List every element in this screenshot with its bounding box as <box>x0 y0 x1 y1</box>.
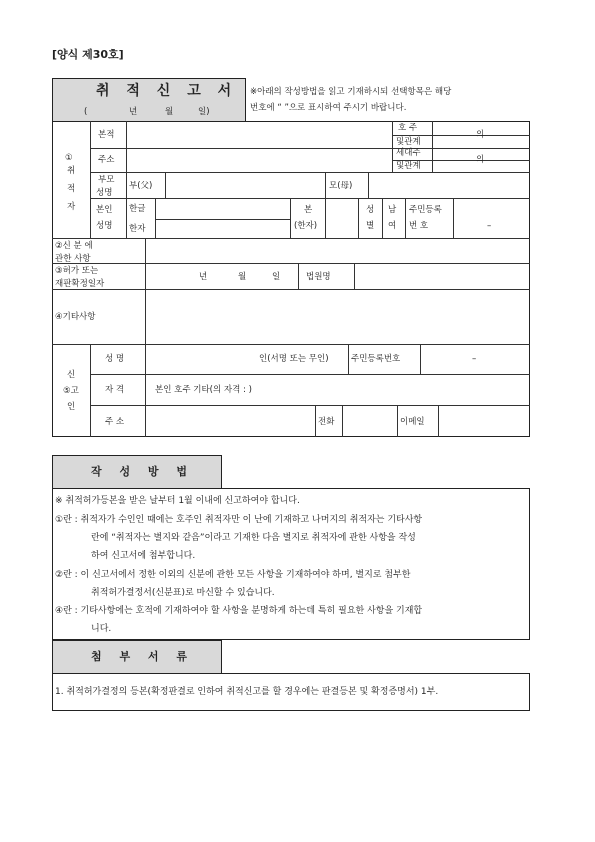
s2-label-1: ②신 분 에 <box>55 241 93 251</box>
s4-label: ④기타사항 <box>55 312 96 322</box>
reporter-addr-field[interactable] <box>146 406 314 436</box>
qual-label: 자 격 <box>105 385 125 395</box>
method-line-7: ④란 : 기타사항에는 호적에 기재하여야 할 사항을 분명하게 하는데 특히 필요한 사항을 기재합 <box>55 606 423 616</box>
email-label: 이메일 <box>400 417 425 427</box>
father-name-field[interactable] <box>166 173 324 197</box>
bon-label-1: 본 <box>304 205 313 215</box>
hanja-label: 한자 <box>129 224 146 234</box>
method-line-2: ①란 : 취적자가 수인인 때에는 호주인 취적자만 이 난에 기재하고 나머지의 취적자는 기타사항 <box>55 515 423 525</box>
s2-label-2: 관한 사항 <box>55 254 91 264</box>
email-field[interactable] <box>439 406 529 436</box>
note-line-2: 번호에 “ ”으로 표시하여 주시기 바랍니다. <box>250 103 407 113</box>
s1-label-num: ① <box>65 153 73 163</box>
phone-label: 전화 <box>318 417 335 427</box>
s3-label-2: 재판확정일자 <box>55 279 105 289</box>
reporter-name-field[interactable] <box>146 345 256 373</box>
reporter-addr-label: 주 소 <box>105 417 125 427</box>
date-year: 년 <box>129 107 138 117</box>
sex-label-1: 성 <box>366 205 375 215</box>
father-label: 부(父) <box>129 181 153 191</box>
qual-options[interactable]: 본인 호주 기타(의 자격 : ) <box>155 385 252 395</box>
method-line-8: 니다. <box>91 624 112 634</box>
reporter-rrn-label: 주민등록번호 <box>351 354 401 364</box>
method-line-3: 란에 “취적자는 별지와 같음”이라고 기재한 다음 별지로 취적자에 관한 사항을 작성 <box>91 533 416 543</box>
reporter-rrn-field[interactable] <box>421 345 529 373</box>
s5-label-c1: 신 <box>67 370 76 380</box>
s1-label-c1: 취 <box>67 166 76 176</box>
s3-label-1: ③허가 또는 <box>55 266 99 276</box>
date-month: 월 <box>165 107 174 117</box>
reporter-name-label: 성 명 <box>105 354 125 364</box>
form-number: [양식 제30호] <box>52 48 124 61</box>
bumo-label-1: 부모 <box>98 175 115 185</box>
mother-label: 모(母) <box>329 181 353 191</box>
s5-label-c3: 인 <box>67 402 76 412</box>
hoju-label-1: 호 주 <box>398 123 418 133</box>
date-open: ( <box>84 107 88 117</box>
juso-label: 주소 <box>98 155 115 165</box>
rrn-field[interactable] <box>454 199 529 237</box>
bonjeok-field[interactable] <box>127 122 391 147</box>
s5-label-c2: ⑤고 <box>63 386 79 396</box>
s3-year: 년 <box>199 272 208 282</box>
court-label: 법원명 <box>306 272 331 282</box>
hangul-label: 한글 <box>129 204 146 214</box>
method-line-1: ※ 취적허가등본을 받은 날부터 1월 이내에 신고하여야 합니다. <box>55 496 300 506</box>
hoju-ui: 의 <box>476 130 485 140</box>
sex-female-option[interactable]: 여 <box>388 221 397 231</box>
rrn-dash: – <box>487 221 492 231</box>
attach-line: 1. 취적허가결정의 등본(확정판결로 인하여 취적신고를 할 경우에는 판결등본 및 확정증명서) 1부. <box>55 687 439 697</box>
method-line-6: 취적허가결정서(신분표)로 마신할 수 있습니다. <box>91 588 275 598</box>
phone-field[interactable] <box>343 406 396 436</box>
form-title: 취 적 신 고 서 <box>96 83 238 99</box>
hanja-name-field[interactable] <box>156 220 289 237</box>
bumo-label-2: 성명 <box>96 188 113 198</box>
note-line-1: ※아래의 작성방법을 읽고 기재하시되 선택항목은 해당 <box>250 87 452 97</box>
juso-field[interactable] <box>127 149 391 171</box>
reporter-rrn-dash: – <box>472 354 477 364</box>
seal-label: 인(서명 또는 무인) <box>259 354 329 364</box>
mother-name-field[interactable] <box>369 173 529 197</box>
method-line-5: ②란 : 이 신고서에서 정한 이외의 신분에 관한 모든 사항을 기재하여야 하며, 별지로 첨부한 <box>55 570 411 580</box>
s1-label-c3: 자 <box>67 202 76 212</box>
bon-field[interactable] <box>326 199 357 237</box>
sedaeju-label-1: 세대주 <box>396 148 421 158</box>
court-field[interactable] <box>355 264 529 288</box>
rrn-label-1: 주민등록 <box>409 205 442 215</box>
hangul-name-field[interactable] <box>156 199 289 218</box>
sedaeju-ui: 의 <box>476 155 485 165</box>
s2-field[interactable] <box>146 239 529 262</box>
hoju-label-2: 및관계 <box>396 137 421 147</box>
bonin-label-2: 성명 <box>96 221 113 231</box>
sex-male-option[interactable]: 남 <box>388 205 397 215</box>
date-day: 일) <box>198 107 210 117</box>
bon-label-2: (한자) <box>294 221 318 231</box>
bonjeok-label: 본적 <box>98 130 115 140</box>
s3-day: 일 <box>272 272 281 282</box>
method-line-4: 하여 신고서에 첨부합니다. <box>91 551 196 561</box>
rrn-label-2: 번 호 <box>409 221 429 231</box>
s4-field[interactable] <box>146 290 529 343</box>
method-heading: 작 성 방 법 <box>91 465 194 478</box>
s3-month: 월 <box>238 272 247 282</box>
attach-heading: 첨 부 서 류 <box>91 650 194 663</box>
sex-label-2: 별 <box>366 221 375 231</box>
s1-label-c2: 적 <box>67 184 76 194</box>
sedaeju-label-2: 및관계 <box>396 161 421 171</box>
bonin-label-1: 본인 <box>96 205 113 215</box>
method-box <box>52 488 530 640</box>
